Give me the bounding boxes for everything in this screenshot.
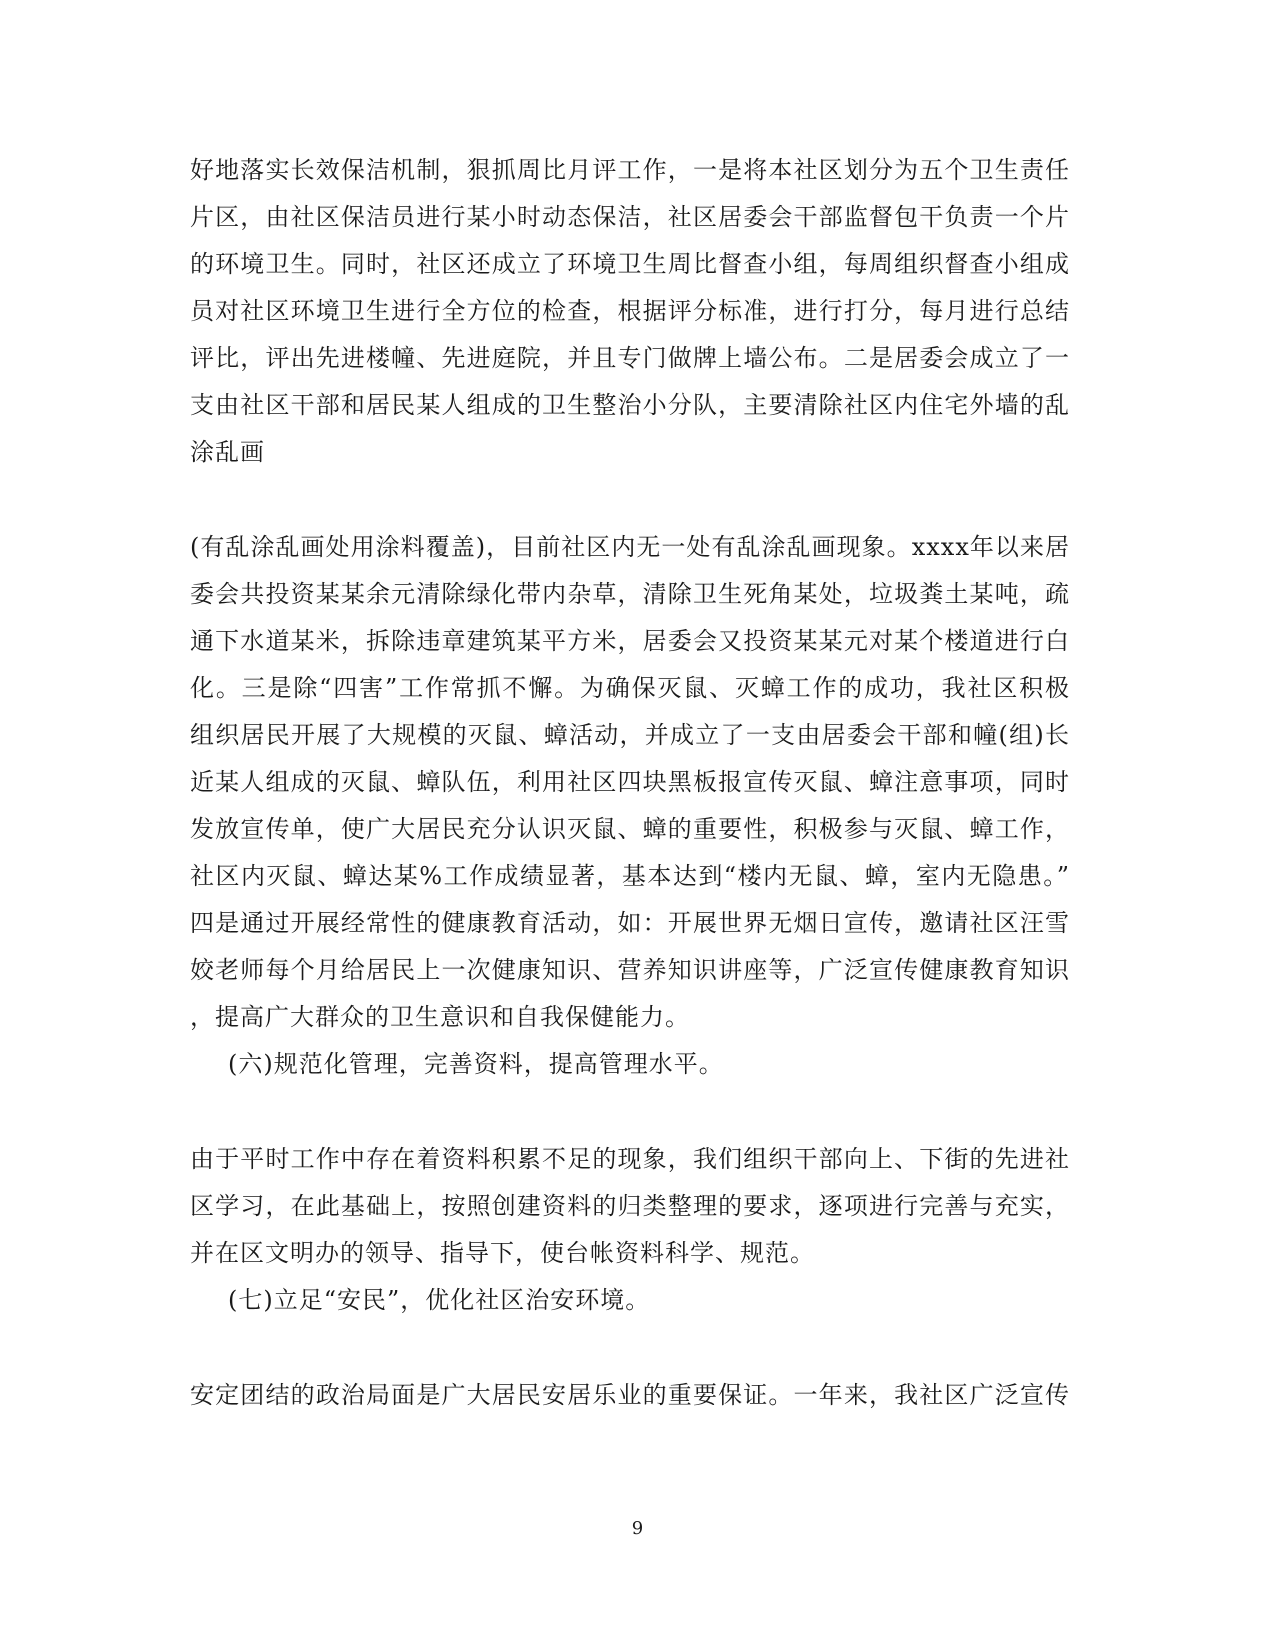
paragraph-line: 姣老师每个月给居民上一次健康知识、营养知识讲座等，广泛宣传健康教育知识 <box>190 956 1070 984</box>
paragraph-line: 片区，由社区保洁员进行某小时动态保洁，社区居委会干部监督包干负责一个片 <box>190 203 1070 231</box>
paragraph-line: 并在区文明办的领导、指导下，使台帐资料科学、规范。 <box>190 1239 815 1267</box>
section-heading: (七)立足“安民”，优化社区治安环境。 <box>228 1286 651 1314</box>
page-number: 9 <box>631 1518 644 1539</box>
paragraph-line: 由于平时工作中存在着资料积累不足的现象，我们组织干部向上、下街的先进社 <box>190 1145 1070 1173</box>
paragraph-line: 安定团结的政治局面是广大居民安居乐业的重要保证。一年来，我社区广泛宣传 <box>190 1381 1070 1409</box>
paragraph-line: 社区内灭鼠、蟑达某%工作成绩显著，基本达到“楼内无鼠、蟑，室内无隐患。” <box>190 862 1070 890</box>
paragraph-line: 涂乱画 <box>190 438 265 466</box>
paragraph-line: 委会共投资某某余元清除绿化带内杂草，清除卫生死角某处，垃圾粪土某吨，疏 <box>190 580 1070 608</box>
paragraph-line: ，提高广大群众的卫生意识和自我保健能力。 <box>190 1003 690 1031</box>
paragraph-line: (有乱涂乱画处用涂料覆盖)，目前社区内无一处有乱涂乱画现象。xxxx年以来居 <box>190 533 1070 561</box>
paragraph-line: 组织居民开展了大规模的灭鼠、蟑活动，并成立了一支由居委会干部和幢(组)长 <box>190 721 1070 749</box>
paragraph-line: 化。三是除“四害”工作常抓不懈。为确保灭鼠、灭蟑工作的成功，我社区积极 <box>190 674 1070 702</box>
paragraph-line: 员对社区环境卫生进行全方位的检查，根据评分标准，进行打分，每月进行总结 <box>190 297 1070 325</box>
paragraph-line: 评比，评出先进楼幢、先进庭院，并且专门做牌上墙公布。二是居委会成立了一 <box>190 344 1070 372</box>
paragraph-line: 发放宣传单，使广大居民充分认识灭鼠、蟑的重要性，积极参与灭鼠、蟑工作， <box>190 815 1070 843</box>
paragraph-line: 四是通过开展经常性的健康教育活动，如：开展世界无烟日宣传，邀请社区汪雪 <box>190 909 1070 937</box>
paragraph-line: 的环境卫生。同时，社区还成立了环境卫生周比督查小组，每周组织督查小组成 <box>190 250 1070 278</box>
paragraph-line: 通下水道某米，拆除违章建筑某平方米，居委会又投资某某元对某个楼道进行白 <box>190 627 1070 655</box>
paragraph-line: 近某人组成的灭鼠、蟑队伍，利用社区四块黑板报宣传灭鼠、蟑注意事项，同时 <box>190 768 1070 796</box>
section-heading: (六)规范化管理，完善资料，提高管理水平。 <box>228 1050 724 1078</box>
paragraph-line: 支由社区干部和居民某人组成的卫生整治小分队，主要清除社区内住宅外墙的乱 <box>190 391 1070 419</box>
paragraph-line: 区学习，在此基础上，按照创建资料的归类整理的要求，逐项进行完善与充实， <box>190 1192 1070 1220</box>
paragraph-line: 好地落实长效保洁机制，狠抓周比月评工作，一是将本社区划分为五个卫生责任 <box>190 156 1070 184</box>
